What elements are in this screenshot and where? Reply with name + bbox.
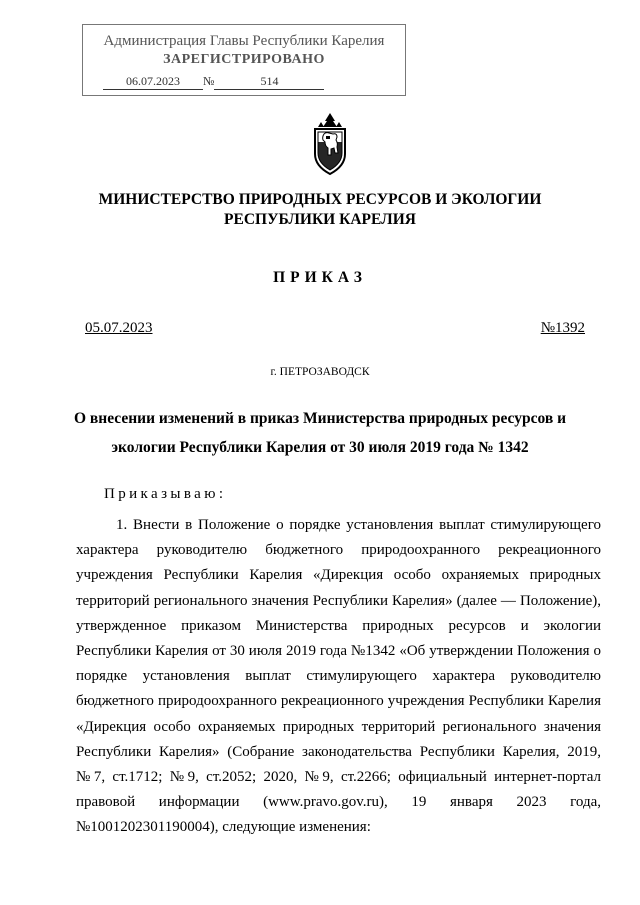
ministry-heading (0, 190, 640, 230)
stamp-date: 06.07.2023 (103, 74, 203, 90)
ministry-line-2: РЕСПУБЛИКИ КАРЕЛИЯ (224, 211, 416, 228)
karelia-coat-of-arms-icon (310, 112, 350, 176)
paragraph-1: 1. Внести в Положение о порядке установления выплат стимулирующего характера руководителю бюджетного природоохранного рекреационного учреждения Республики Карелия «Дирекция особо охраняемых природных территорий регионального значения Республики Карелия» (далее — Положение), утвержденное приказом Министерства природных ресурсов и экологии Республики Карелия от 30 июля 2019 года №1342 «Об утверждении Положения о порядке установления выплат стимулирующего характера руководителю бюджетного природоохранного рекреационного учреждения Республики Карелия «Дирекция особо охраняемых природных территорий регионального значения Республики Карелия» (Собрание законодательства Республики Карелия, 2019, №7, ст.1712; №9, ст.2052; 2020, №9, ст.2266; официальный интернет-портал правовой информации (www.pravo.gov.ru), 19 января 2023 года, №1001202301190004), следующие изменения: (76, 517, 601, 836)
order-number: №1392 (540, 320, 585, 336)
decree-word: Приказываю: (104, 486, 227, 502)
ministry-line-1: МИНИСТЕРСТВО ПРИРОДНЫХ РЕСУРСОВ И ЭКОЛОГИИ (98, 191, 542, 208)
registration-stamp (82, 24, 406, 96)
stamp-number: 514 (214, 74, 324, 90)
order-title: ПРИКАЗ (273, 269, 367, 286)
stamp-num-sign: № (203, 74, 215, 88)
stamp-registration-line (103, 74, 324, 90)
stamp-authority: Администрация Главы Республики Карелия (103, 33, 385, 49)
order-date: 05.07.2023 (85, 320, 153, 336)
order-city: г. ПЕТРОЗАВОДСК (270, 366, 370, 378)
order-subject: О внесении изменений в приказ Министерства природных ресурсов и экологии Республики Карелия от 30 июля 2019 года № 1342 (73, 410, 566, 456)
stamp-registered: ЗАРЕГИСТРИРОВАНО (163, 52, 325, 67)
